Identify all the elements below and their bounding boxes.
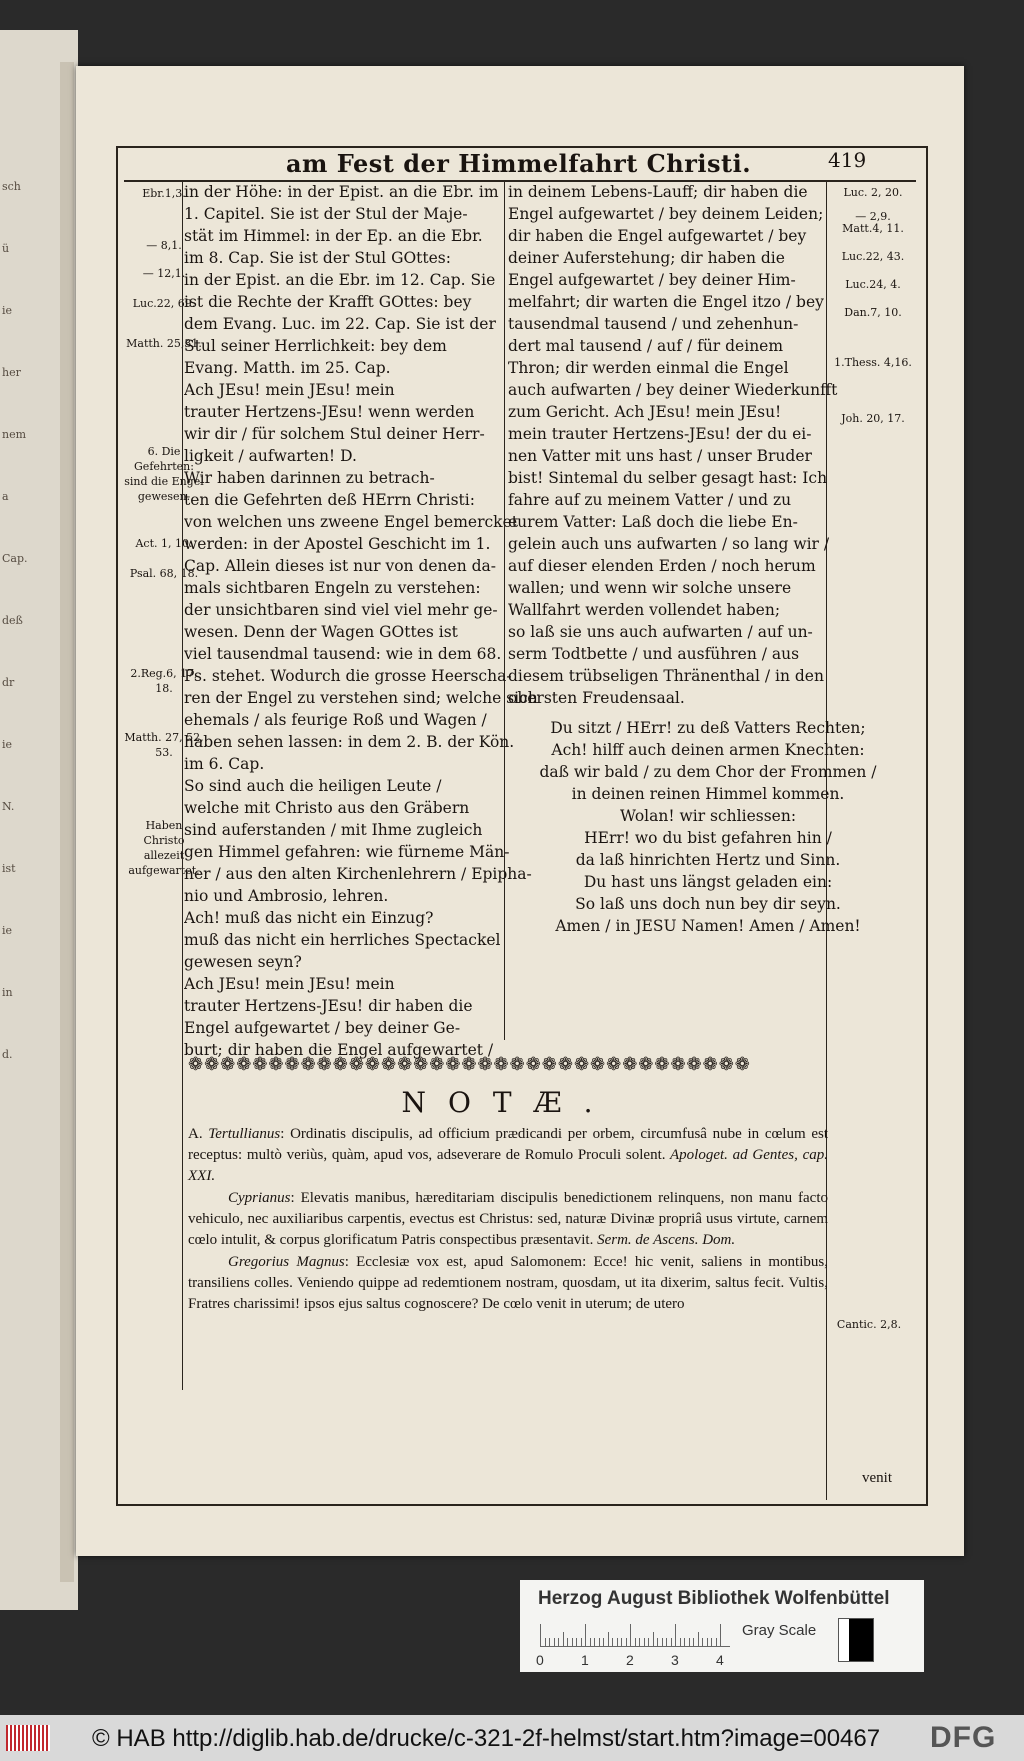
margin-note: 6. Die Gefehrten: sind die Engel gewesen. xyxy=(124,445,204,503)
text-line: melfahrt; dir warten die Engel itzo / bey xyxy=(508,293,824,311)
margin-note: Haben Christo allezeit aufgewartet. xyxy=(128,819,200,877)
text-line: Ps. stehet. Wodurch die grosse Heerscha- xyxy=(184,667,512,685)
scale-tick xyxy=(702,1638,703,1646)
margin-note: Luc.22, 43. xyxy=(841,250,905,263)
margin-note: Ebr.1,3. xyxy=(142,187,186,200)
text-line: zum Gericht. Ach JEsu! mein JEsu! xyxy=(508,403,782,421)
text-line: Ach JEsu! mein JEsu! mein xyxy=(184,975,395,993)
scale-number: 1 xyxy=(581,1652,589,1668)
text-line: Thron; dir werden einmal die Engel xyxy=(508,359,789,377)
text-line: Ach! muß das nicht ein Einzug? xyxy=(184,909,434,927)
note-paragraph: A. Tertullianus: Ordinatis discipulis, ad officium prædicandi per orbem, circumfusâ nube in cœlum est receptus: multò veriùs, quàm, apud vos, adseverare de Romulo Proculi solent. Apologet. ad Gentes, cap. XXI. xyxy=(188,1126,828,1184)
text-line: mein trauter Hertzens-JEsu! der du ei- xyxy=(508,425,812,443)
margin-note: Matt.4, 11. xyxy=(842,222,904,235)
left-page-fragment: ie xyxy=(2,924,13,937)
scale-tick xyxy=(648,1638,649,1646)
margin-note: Act. 1, 10. xyxy=(135,537,193,550)
left-page-fragment: Cap. xyxy=(2,552,28,565)
gray-scale-label: Gray Scale xyxy=(742,1622,817,1639)
left-page-fragment: sch xyxy=(2,180,21,193)
scale-tick xyxy=(567,1638,568,1646)
scale-tick xyxy=(599,1638,600,1646)
text-line: Stul seiner Herrlichkeit: bey dem xyxy=(184,337,447,355)
text-line: So laß uns doch nun bey dir seyn. xyxy=(575,895,841,913)
scale-tick xyxy=(612,1638,613,1646)
text-line: Evang. Matth. im 25. Cap. xyxy=(184,359,391,377)
page-number: 419 xyxy=(828,148,867,172)
scale-tick xyxy=(626,1638,627,1646)
text-line: Ach! hilff auch deinen armen Knechten: xyxy=(551,741,865,759)
footer-link[interactable]: © HAB http://diglib.hab.de/drucke/c-321-2f-helmst/start.htm?image=00467 xyxy=(92,1725,881,1752)
scale-tick xyxy=(576,1638,577,1646)
scale-tick xyxy=(581,1638,582,1646)
scale-tick xyxy=(675,1624,676,1646)
text-line: in der Höhe: in der Epist. an die Ebr. im xyxy=(184,183,499,201)
gray-scale-swatch xyxy=(838,1618,874,1662)
margin-note: Matth. 25,31. xyxy=(126,337,202,350)
note-source: Apologet. ad Gentes, cap. XXI. xyxy=(188,1147,828,1184)
margin-note: Luc.24, 4. xyxy=(845,278,901,291)
right-text-column xyxy=(508,181,908,937)
scale-tick xyxy=(585,1624,586,1646)
scale-tick xyxy=(639,1638,640,1646)
text-line: in deinem Lebens-Lauff; dir haben die xyxy=(508,183,808,201)
scale-tick xyxy=(540,1624,541,1646)
archive-card-title: Herzog August Bibliothek Wolfenbüttel xyxy=(538,1588,890,1609)
scale-tick xyxy=(653,1632,654,1646)
text-line: welche mit Christo aus den Gräbern xyxy=(184,799,470,817)
footer-bar xyxy=(0,1715,1024,1761)
barcode-icon xyxy=(6,1725,50,1751)
scale-tick xyxy=(671,1638,672,1646)
cantic-margin-note: Cantic. 2,8. xyxy=(836,1318,902,1331)
book-page xyxy=(76,66,964,1556)
scale-tick xyxy=(711,1638,712,1646)
scale-number: 0 xyxy=(536,1652,544,1668)
margin-note: Luc.22, 69. xyxy=(132,297,196,310)
dfg-logo: DFG xyxy=(930,1721,997,1754)
text-line: nio und Ambrosio, lehren. xyxy=(184,887,389,905)
running-head: am Fest der Himmelfahrt Christi. xyxy=(286,149,752,178)
scale-tick xyxy=(666,1638,667,1646)
text-line: so laß sie uns auch aufwarten / auf un- xyxy=(508,623,813,641)
text-line: Wolan! wir schliessen: xyxy=(619,807,797,825)
margin-note: 2.Reg.6, 17, 18. xyxy=(130,667,198,695)
scale-tick xyxy=(680,1638,681,1646)
note-author: Cyprianus xyxy=(228,1190,291,1206)
notae-text xyxy=(188,1124,828,1316)
text-line: gewesen seyn? xyxy=(184,953,302,971)
left-page-fragment: dr xyxy=(2,676,15,689)
scale-tick xyxy=(572,1638,573,1646)
text-line: So sind auch die heiligen Leute / xyxy=(184,777,442,795)
scale-tick xyxy=(594,1638,595,1646)
left-page-fragment: ie xyxy=(2,304,13,317)
scale-tick xyxy=(617,1638,618,1646)
scale-tick xyxy=(693,1638,694,1646)
scale-tick xyxy=(707,1638,708,1646)
scale-tick xyxy=(689,1638,690,1646)
margin-note: — 2,9. xyxy=(855,210,891,223)
text-line: Engel aufgewartet / bey deiner Him- xyxy=(508,271,796,289)
page-gutter xyxy=(60,62,74,1582)
archive-color-card xyxy=(520,1580,924,1672)
text-line: auf dieser elenden Erden / noch herum xyxy=(508,557,816,575)
text-line: serm Todtbette / und ausführen / aus xyxy=(508,645,800,663)
text-line: wesen. Denn der Wagen GOttes ist xyxy=(184,623,458,641)
text-line: obersten Freudensaal. xyxy=(508,689,685,707)
text-line: haben sehen lassen: in dem 2. B. der Kön. xyxy=(184,733,515,751)
text-line: bist! Sintemal du selber gesagt hast: Ich xyxy=(508,469,828,487)
margin-note: Joh. 20, 17. xyxy=(841,412,905,425)
text-line: gelein auch uns aufwarten / so lang wir / xyxy=(508,535,830,553)
text-line: muß das nicht ein herrliches Spectackel xyxy=(184,931,501,949)
left-column-rule xyxy=(182,180,183,1390)
text-line: dir haben die Engel aufgewartet / bey xyxy=(508,227,807,245)
left-page-fragment: a xyxy=(2,490,9,503)
scale-tick xyxy=(662,1638,663,1646)
notae-title: NOTÆ. xyxy=(401,1086,615,1119)
text-line: HErr! wo du bist gefahren hin / xyxy=(584,829,832,847)
scale-tick xyxy=(590,1638,591,1646)
measure-scale xyxy=(540,1620,730,1647)
text-line: Du sitzt / HErr! zu deß Vatters Rechten; xyxy=(550,719,866,737)
margin-note: Matth. 27, 52, 53. xyxy=(124,731,204,759)
left-page-fragment: ie xyxy=(2,738,13,751)
text-line: Cap. Allein dieses ist nur von denen da- xyxy=(184,557,497,575)
note-source: Serm. de Ascens. Dom. xyxy=(593,1232,736,1248)
scale-tick xyxy=(635,1638,636,1646)
text-line: deiner Auferstehung; dir haben die xyxy=(508,249,785,267)
text-line: Engel aufgewartet / bey deiner Ge- xyxy=(184,1019,461,1037)
scale-number: 4 xyxy=(716,1652,724,1668)
scale-tick xyxy=(720,1624,721,1646)
text-line: ten die Gefehrten deß HErrn Christi: xyxy=(184,491,475,509)
note-author: Gregorius Magnus xyxy=(228,1254,345,1270)
text-line: da laß hinrichten Hertz und Sinn. xyxy=(575,851,841,869)
scale-number: 3 xyxy=(671,1652,679,1668)
note-author: Tertullianus xyxy=(208,1126,281,1142)
text-line: mals sichtbaren Engeln zu verstehen: xyxy=(184,579,481,597)
left-page-fragment: N. xyxy=(2,800,15,813)
text-line: wir dir / für solchem Stul deiner Herr- xyxy=(184,425,485,443)
text-line: Ach JEsu! mein JEsu! mein xyxy=(184,381,395,399)
scale-tick xyxy=(657,1638,658,1646)
left-page-fragment: deß xyxy=(2,614,23,627)
text-line: auch aufwarten / bey deiner Wiederkunfft xyxy=(508,381,838,399)
catchword: venit xyxy=(862,1470,892,1486)
scale-tick xyxy=(545,1638,546,1646)
text-line: in der Epist. an die Ebr. im 12. Cap. Sie xyxy=(184,271,496,289)
text-line: von welchen uns zweene Engel bemercket xyxy=(184,513,518,531)
text-line: tausendmal tausend / und zehenhun- xyxy=(508,315,799,333)
text-line: im 6. Cap. xyxy=(184,755,265,773)
text-line: Du hast uns längst geladen ein: xyxy=(583,873,833,891)
scale-tick xyxy=(630,1624,631,1646)
text-line: sind auferstanden / mit Ihme zugleich xyxy=(184,821,483,839)
text-line: Amen / in JESU Namen! Amen / Amen! xyxy=(555,917,861,935)
text-line: diesem trübseligen Thränenthal / in den xyxy=(508,667,824,685)
text-line: viel tausendmal tausend: wie in dem 68. xyxy=(184,645,502,663)
text-line: in deinen reinen Himmel kommen. xyxy=(571,785,845,803)
text-line: ligkeit / aufwarten! D. xyxy=(184,447,357,465)
left-page-fragment: ü xyxy=(2,242,10,255)
text-line: Wallfahrt werden vollendet haben; xyxy=(508,601,781,619)
ornament-rule: ❁❁❁❁❁❁❁❁❁❁❁❁❁❁❁❁❁❁❁❁❁❁❁❁❁❁❁❁❁❁❁❁❁❁❁ xyxy=(188,1054,751,1075)
scale-tick xyxy=(621,1638,622,1646)
text-line: im 8. Cap. Sie ist der Stul GOttes: xyxy=(184,249,451,267)
text-line: dem Evang. Luc. im 22. Cap. Sie ist der xyxy=(184,315,496,333)
text-line: ist die Rechte der Krafft GOttes: bey xyxy=(184,293,472,311)
scale-tick xyxy=(558,1638,559,1646)
text-line: eurem Vatter: Laß doch die liebe En- xyxy=(508,513,798,531)
margin-note: 1.Thess. 4,16. xyxy=(834,356,912,369)
margin-note: Psal. 68, 18. xyxy=(129,567,199,580)
left-page-fragment: her xyxy=(2,366,21,379)
text-line: daß wir bald / zu dem Chor der Frommen / xyxy=(539,763,877,781)
text-line: fahre auf zu meinem Vatter / und zu xyxy=(508,491,792,509)
scale-number: 2 xyxy=(626,1652,634,1668)
left-page-fragment: nem xyxy=(2,428,27,441)
text-line: trauter Hertzens-JEsu! wenn werden xyxy=(184,403,475,421)
scale-tick xyxy=(563,1632,564,1646)
text-line: ehemals / als feurige Roß und Wagen / xyxy=(184,711,487,729)
left-page-fragment: d. xyxy=(2,1048,13,1061)
hymn-verses xyxy=(508,717,908,937)
scale-tick xyxy=(644,1638,645,1646)
text-line: Engel aufgewartet / bey deinem Leiden; xyxy=(508,205,824,223)
scale-tick xyxy=(716,1638,717,1646)
left-page-fragment: in xyxy=(2,986,13,999)
scale-tick xyxy=(684,1638,685,1646)
text-line: Wir haben darinnen zu betrach- xyxy=(184,469,435,487)
text-line: gen Himmel gefahren: wie fürneme Män- xyxy=(184,843,510,861)
note-paragraph: Cyprianus: Elevatis manibus, hæreditariam discipulis benedictionem relinquens, non manu facto vehiculo, nec auxiliaribus carpentis, evectus est Christus: sed, naturæ Divinæ propriâ usus virtute, carnem cœlo intulit, & corpus glorificatum Patris conspectibus præsentavit. Serm. de Ascens. Dom. xyxy=(188,1190,828,1248)
text-line: der unsichtbaren sind viel viel mehr ge- xyxy=(184,601,498,619)
text-line: trauter Hertzens-JEsu! dir haben die xyxy=(184,997,473,1015)
scale-tick xyxy=(698,1632,699,1646)
text-line: wallen; und wenn wir solche unsere xyxy=(508,579,792,597)
text-line: stät im Himmel: in der Ep. an die Ebr. xyxy=(184,227,483,245)
scale-tick xyxy=(603,1638,604,1646)
text-line: dert mal tausend / auf / für deinem xyxy=(508,337,784,355)
note-paragraph: Gregorius Magnus: Ecclesiæ vox est, apud Salomonem: Ecce! hic venit, saliens in montibus, transiliens colles. Veniendo quippe ad redemtionem nostram, quosdam, ut ita dixerim, saltus fecit. Vultis, Fratres charissimi! ipsos ejus saltus cognoscere? De cœlo venit in uterum; de utero xyxy=(188,1254,828,1312)
text-line: nen Vatter mit uns hast / unser Bruder xyxy=(508,447,812,465)
text-line: ner / aus den alten Kirchenlehrern / Epipha- xyxy=(184,865,532,883)
margin-note: Dan.7, 10. xyxy=(844,306,902,319)
text-line: werden: in der Apostel Geschicht im 1. xyxy=(184,535,491,553)
margin-note: — 12,1. xyxy=(142,267,186,280)
text-line: ren der Engel zu verstehen sind; welche sich xyxy=(184,689,538,707)
right-prose xyxy=(508,181,908,709)
scale-tick xyxy=(554,1638,555,1646)
text-line: 1. Capitel. Sie ist der Stul der Maje- xyxy=(184,205,468,223)
left-page-fragment: ist xyxy=(2,862,16,875)
scale-tick xyxy=(608,1632,609,1646)
scale-tick xyxy=(549,1638,550,1646)
margin-note: Luc. 2, 20. xyxy=(843,186,903,199)
margin-note: — 8,1. xyxy=(146,239,182,252)
text-line: burt; dir haben die Engel aufgewartet / xyxy=(184,1041,494,1059)
